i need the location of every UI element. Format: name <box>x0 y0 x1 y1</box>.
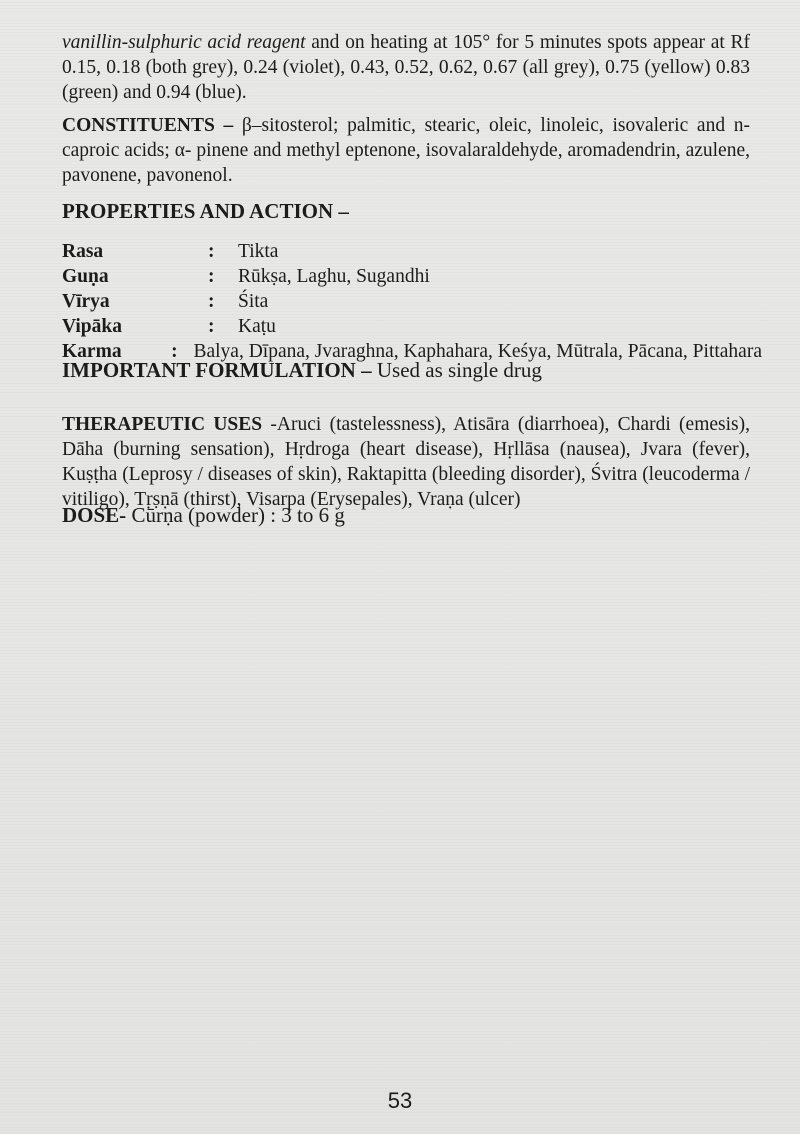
property-key: Rasa <box>62 241 104 262</box>
property-key: Guṇa <box>62 266 109 287</box>
constituents-text: β–sitosterol; palmitic, stearic, oleic, linoleic, isovaleric and n-caproic acids; α- pinene and methyl eptenone, isovalaraldehyde, aromadendrin, azulene, pavonene, pavonenol. <box>62 115 750 186</box>
property-value: Kaṭu <box>238 316 276 337</box>
property-row-rasa <box>62 239 762 264</box>
therapeutic-heading: THERAPEUTIC USES <box>62 414 263 435</box>
property-value: Rūkṣa, Laghu, Sugandhi <box>238 266 430 287</box>
therapeutic-text: -Aruci (tastelessness), Atisāra (diarrhoea), Chardi (emesis), Dāha (burning sensation), Hṛdroga (heart disease), Hṛllāsa (nausea), Jvara (fever), Kuṣṭha (Leprosy / diseases of skin), Raktapitta (bleeding disorder), Śvitra (leucoderma / vitiligo), Tṛṣṇā (thirst), Visarpa (Erysepales), Vraṇa (ulcer) <box>62 414 750 510</box>
properties-table <box>62 239 762 364</box>
property-key: Vīrya <box>62 291 110 312</box>
property-separator: : <box>208 291 215 312</box>
property-separator: : <box>208 266 215 287</box>
therapeutic-paragraph <box>62 412 750 512</box>
dose-line <box>62 503 345 528</box>
property-row-guna <box>62 264 762 289</box>
intro-text: and on heating at 105° for 5 minutes spots appear at Rf 0.15, 0.18 (both grey), 0.24 (violet), 0.43, 0.52, 0.62, 0.67 (all grey), 0.75 (yellow) 0.83 (green) and 0.94 (blue). <box>62 32 750 103</box>
formulation-line <box>62 358 542 383</box>
property-separator: : <box>208 316 215 337</box>
constituents-paragraph <box>62 113 750 188</box>
property-value: Tikta <box>238 241 279 262</box>
dose-text: Cūrṇa (powder) : 3 to 6 g <box>126 503 345 527</box>
property-key: Karma <box>62 341 122 362</box>
property-separator: : <box>208 241 215 262</box>
formulation-text: Used as single drug <box>371 358 542 382</box>
constituents-heading: CONSTITUENTS – <box>62 115 234 136</box>
formulation-heading: IMPORTANT FORMULATION – <box>62 358 372 382</box>
property-value: Balya, Dīpana, Jvaraghna, Kaphahara, Keśya, Mūtrala, Pācana, Pittahara <box>193 341 762 362</box>
property-key: Vipāka <box>62 316 122 337</box>
page-number: 53 <box>387 1088 413 1113</box>
dose-heading: DOSE- <box>62 503 127 527</box>
intro-paragraph <box>62 30 750 105</box>
property-value: Śita <box>238 291 269 312</box>
property-row-virya <box>62 289 762 314</box>
properties-heading: PROPERTIES AND ACTION – <box>62 199 349 223</box>
property-separator: : <box>171 341 178 362</box>
property-row-vipaka <box>62 314 762 339</box>
intro-lead: vanillin-sulphuric acid reagent <box>62 32 306 53</box>
